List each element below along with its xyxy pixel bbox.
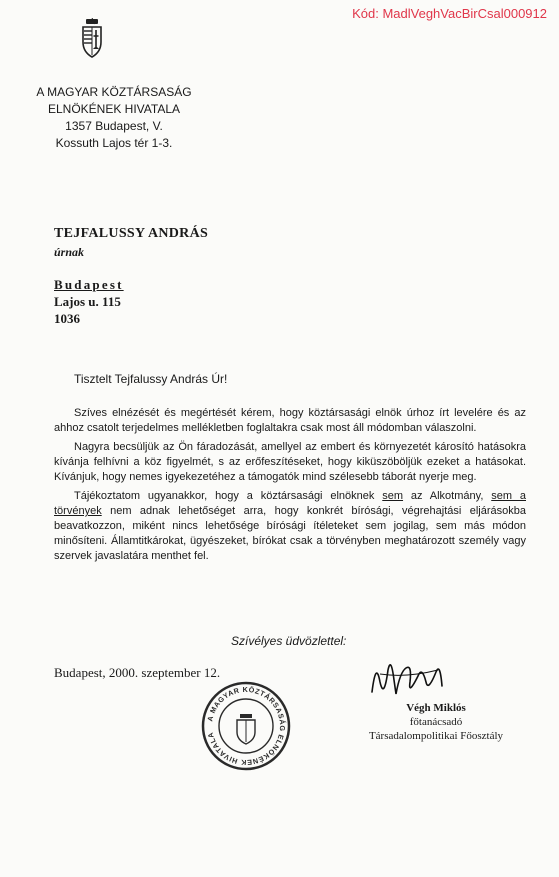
coat-of-arms-icon [80, 18, 104, 58]
sender-line-3: 1357 Budapest, V. [65, 119, 163, 133]
sender-line-4: Kossuth Lajos tér 1-3. [55, 136, 173, 150]
salutation: Tisztelt Tejfalussy András Úr! [74, 372, 228, 386]
place-date: Budapest, 2000. szeptember 12. [54, 665, 221, 680]
underlined-sem: sem [382, 490, 404, 502]
sender-line-1: A MAGYAR KÖZTÁRSASÁG [36, 85, 192, 99]
paragraph-3-part-a: Tájékoztatom ugyanakkor, hogy a köztársasági elnöknek [74, 490, 383, 502]
sender-block [14, 84, 214, 152]
address-city: Budapest [54, 277, 124, 292]
recipient-address [54, 276, 124, 327]
recipient-name: TEJFALUSSY ANDRÁS [54, 226, 209, 241]
signature-icon [366, 652, 456, 706]
recipient-block [54, 226, 208, 260]
signer-block [336, 701, 536, 743]
paragraph-3 [54, 489, 526, 564]
paragraph-3-part-c: nem adnak lehetőséget arra, hogy konkrét bírósági, végrehajtási eljárásokba beavatkozzon, miként nincs lehetősége bírósági ítéleteket sem jogilag, sem más módon minősíteni. Államtitkárokat, ügyészeket, bírókat csak a törvényben meghatározott személy vagy szervek javaslatára menthet fel. [54, 505, 526, 562]
address-street: Lajos u. 115 [54, 294, 121, 309]
recipient-title: úrnak [54, 245, 85, 259]
paragraph-3-part-b: az Alkotmány, [403, 490, 492, 502]
sender-line-2: ELNÖKÉNEK HIVATALA [47, 102, 181, 116]
document-code: Kód: MadlVeghVacBirCsal000912 [352, 6, 547, 21]
paragraph-2: Nagyra becsüljük az Ön fáradozását, amellyel az embert és környezetét károsító hatásokra kívánja felhívni a köz figyelmét, s az erőfeszítéseket, hogy kiküszöböljük ezeket a hatásokat. Kívánjuk, hogy nemes igyekezetéhez a támogatók mind szélesebb táborát nyerje meg. [54, 441, 526, 483]
signer-name: Végh Miklós [406, 702, 466, 714]
stamp-text: A MAGYAR KÖZTÁRSASÁG ELNÖKÉNEK HIVATALA [205, 684, 288, 768]
paragraph-1: Szíves elnézését és megértését kérem, hogy köztársasági elnök úrhoz írt levelére és az ahhoz csatolt terjedelmes mellékletben foglaltakra csak most áll módomban válaszolni. [54, 407, 526, 434]
underlined-sem-a-torvenyek: sem a törvények [54, 490, 526, 517]
closing: Szívélyes üdvözlettel: [231, 634, 347, 648]
signer-position: főtanácsadó [409, 716, 463, 728]
address-postcode: 1036 [54, 311, 80, 326]
signer-department: Társadalompolitikai Főosztály [368, 730, 504, 742]
official-stamp-icon [200, 680, 292, 772]
letter-body [54, 406, 526, 568]
